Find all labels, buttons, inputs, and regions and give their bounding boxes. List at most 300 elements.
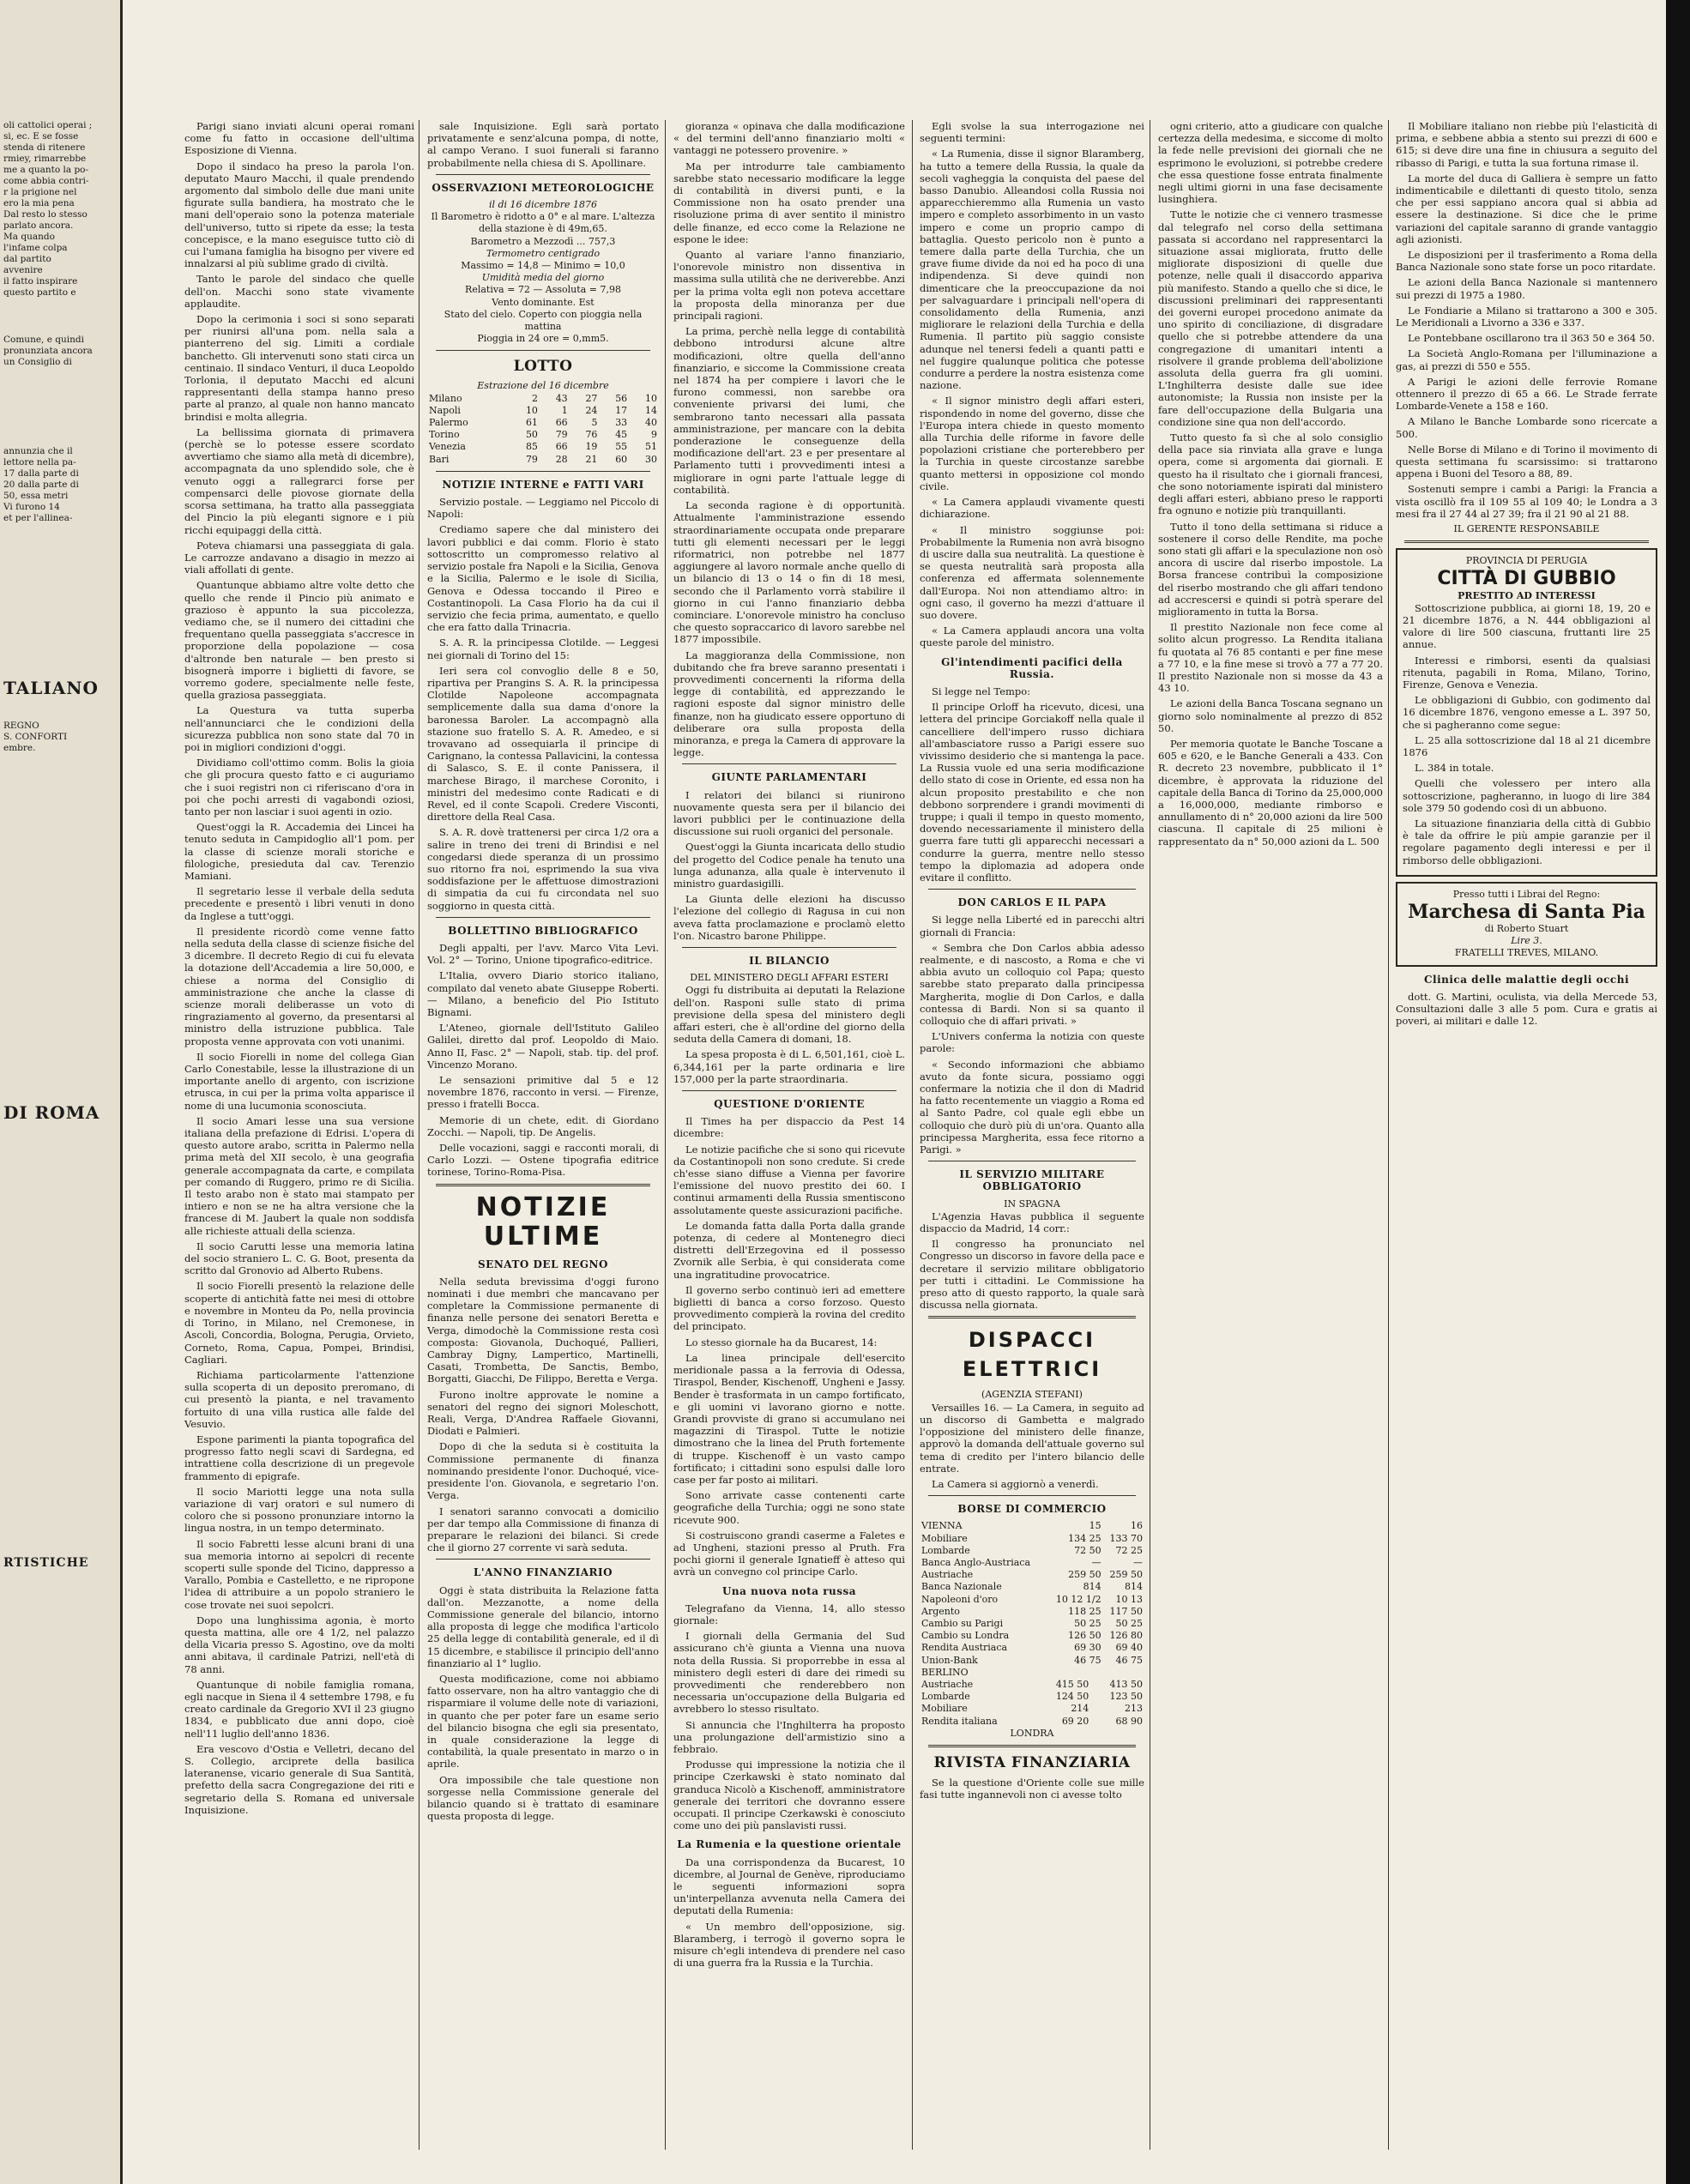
gerente-signature: IL GERENTE RESPONSABILE [1453, 523, 1600, 535]
fragment-line: il fatto inspirare [3, 276, 78, 287]
table-cell: 85 [525, 441, 538, 453]
table-cell: Napoli [429, 404, 461, 416]
bourse-row [920, 1533, 1144, 1545]
section-title-oriente: QUESTIONE D'ORIENTE [714, 1098, 865, 1111]
table-cell: 56 [615, 392, 628, 404]
paragraph: Si costruiscono grandi caserme a Faletes e ad Ungheni, stazioni presso al Pruth. Fra pochi giorni il generale Ignatieff è atteso qui avrà un convegno col principe Carlo. [673, 1529, 905, 1578]
paragraph: Telegrafano da Vienna, 14, allo stesso giornale: [673, 1602, 905, 1626]
advert-marchesa-title: Marchesa di Santa Pia [1408, 900, 1645, 923]
column-4 [920, 120, 1144, 2150]
paragraph: La morte del duca di Galliera è sempre un fatto indimenticabile e dilettanti di questo titolo, senza che per essi sappiano ancora qual si abbia ad essere la destinazione. Si dice che le prime variazioni del capitale saranno di grande vantaggio agli azionisti. [1396, 172, 1657, 245]
column-2 [427, 120, 659, 2150]
divider [436, 471, 650, 472]
section-title-bilancio: IL BILANCIO [749, 955, 830, 967]
table-cell: 413 50 [1109, 1678, 1143, 1690]
paragraph: Il segretario lesse il verbale della seduta precedente e presentò i libri venuti in dono da Inglese a tutt'oggi. [184, 885, 414, 922]
paragraph: L. 384 in totale. [1415, 762, 1494, 775]
advert-clinica-title: Clinica delle malattie degli occhi [1423, 973, 1630, 986]
paragraph: Interessi e rimborsi, esenti da qualsiasi ritenuta, pagabili in Roma, Milano, Torino, Firenze, Genova e Venezia. [1403, 654, 1651, 691]
section-title-meteo: OSSERVAZIONI METEOROLOGICHE [432, 181, 655, 194]
divider [436, 350, 650, 351]
bourse-row [920, 1691, 1144, 1703]
paragraph: Delle vocazioni, saggi e racconti morali, di Carlo Lozzi. — Ostene tipografia editrice torinese, Torino-Roma-Pisa. [427, 1142, 659, 1179]
paragraph: Dopo di che la seduta si è costituita la Commissione permanente di finanza nominando presidente l'onor. Duchoqué, vice-presidente l'on. Giovanola, e segretario l'on. Verga. [427, 1440, 659, 1502]
paragraph: gioranza « opinava che dalla modificazione « del termini dell'anno finanziario molti « vantaggi ne potessero provenire. » [673, 120, 905, 157]
bourse-row [920, 1557, 1144, 1569]
paragraph: La prima, perchè nella legge di contabilità debbono introdursi alcune altre modificazioni, oltre quella dell'anno finanziario, e siccome la Commissione creata nel 1874 ha per compiere i lavori che le furono commessi, non sarebbe ora conveniente privarsi dei lumi, che sembrarono tanto necessari alla passata amministrazione, per mancare con la debita ponderazione le conseguenze della modificazione dell'art. 23 e per presentare al Parlamento tutti i provvedimenti intesi a migliorare in ogni parte l'attuale legge di contabilità. [673, 325, 905, 496]
fragment-line: oli cattolici operai ; [3, 120, 93, 130]
fragment-artistiche-title: RTISTICHE [3, 1556, 89, 1570]
lotto-row [427, 454, 659, 466]
fragment-line: un Consiglio di [3, 357, 72, 367]
paragraph: Furono inoltre approvate le nomine a senatori del regno dei signori Moleschott, Reali, Verga, D'Andrea Raffaele Giovanni, Diodati e Palmieri. [427, 1388, 659, 1438]
table-cell: 79 [555, 429, 568, 441]
paragraph: Oggi è stata distribuita la Relazione fatta dall'on. Mezzanotte, a nome della Commissione generale del bilancio, intorno alla proposta di legge che modifica l'articolo 25 della legge di contabilità generale, ed il dì 15 dicembre, e stabilisce il principio dell'anno finanziario al 1° luglio. [427, 1584, 659, 1669]
divider [928, 1495, 1136, 1496]
paragraph: Quelli che volessero per intero alla sottoscrizione, pagheranno, in luogo di lire 384 sole 379 50 godendo così di un abbuono. [1403, 777, 1651, 814]
section-title-intendimenti: Gl'intendimenti pacifici della Russia. [941, 655, 1123, 680]
paragraph: Ora impossibile che tale questione non sorgesse nella Commissione generale del bilancio quando si è trattato di esaminare questa proposta di legge. [427, 1773, 659, 1823]
table-cell: 50 25 [1115, 1617, 1143, 1629]
paragraph: Le disposizioni per il trasferimento a Roma della Banca Nazionale sono state forse un poco ritardate. [1396, 249, 1657, 274]
section-title-lotto: LOTTO [513, 358, 573, 376]
paragraph: La linea principale dell'esercito meridionale passa a la ferrovia di Odessa, Tiraspol, Bender, Kischenoff, Ungheni e Jassy. Bender è trasformata in un campo fortificato, e gli uomini vi lavorano giorno e notte. Grandi provviste di grano si accumulano nei magazzini di Tiraspol. Tutte le notizie dimostrano che la linea del Pruth fortemente di truppe. Kischenoff è un vasto campo fortificato; i cittadini sono espulsi dalle loro case per far posto ai militari. [673, 1351, 905, 1486]
bourse-row [920, 1679, 1144, 1691]
paragraph: Sono arrivate casse contenenti carte geografiche della Turchia; oggi ne sono state ricevute 900. [673, 1489, 905, 1526]
table-cell: 117 50 [1109, 1605, 1143, 1617]
section-title-notizie-ultime: NOTIZIE ULTIME [475, 1192, 611, 1252]
meteo-line: Pioggia in 24 ore = 0,mm5. [477, 333, 609, 345]
paragraph: Richiama particolarmente l'attenzione sulla scoperta di un deposito preromano, di cui presentò la pianta, e nel travamento fortuito di una villa rustica alle falde del Vesuvio. [184, 1368, 414, 1430]
advert-gubbio-subtitle: PRESTITO AD INTERESSI [1458, 589, 1596, 601]
paragraph: Il principe Orloff ha ricevuto, dicesi, una lettera del principe Gorciakoff nella quale il cancelliere dell'impero russo dichiara all'ambasciatore russo a Parigi essere suo vivissimo desiderio che si mantenga la pace. La Russia vuole ed una seria modificazione dello stato di cose in Oriente, ed essa non ha alcun proposito prestabilito e che non debbono sorprendere i grandi movimenti di truppe; i quali il tempo in questo momento, dovendo necessariamente il ministero della guerra fare tutti gli apparecchi necessari a condurre la guerra, mentre nello stesso tempo la diplomazia ad adopera onde evitare il conflitto. [920, 701, 1144, 884]
table-cell: 27 [585, 392, 598, 404]
fragment-line: S. CONFORTI [3, 732, 68, 742]
paragraph: Sottoscrizione pubblica, ai giorni 18, 19, 20 e 21 dicembre 1876, a N. 444 obbligazioni al valore di lire 500 ciascuna, fruttanti lire 25 annue. [1403, 601, 1651, 651]
fragment-line: 20 dalla parte di [3, 480, 79, 490]
bourse-row [920, 1630, 1144, 1642]
fragment-line: ero la mia pena [3, 198, 75, 208]
lotto-row [427, 405, 659, 417]
fragment-line: REGNO [3, 721, 39, 731]
table-cell: 259 50 [1068, 1569, 1102, 1581]
advert-marchesa [1396, 882, 1657, 967]
table-cell: 79 [525, 453, 538, 465]
paragraph: La maggioranza della Commissione, non dubitando che fra breve saranno presentati i provvedimenti concernenti la riforma della legge di contabilità, ed apprezzando le ragioni esposte dal signor ministro delle finanze, non ha giudicato essere opportuno di deliberare ora sulla proposta della minoranza, e prega la Camera di approvare la legge. [673, 649, 905, 759]
fragment-line: Dal resto lo stesso [3, 209, 88, 220]
paragraph: L'Italia, ovvero Diario storico italiano, compilato dal veneto abate Giuseppe Roberti. — Milano, a beneficio del Pio Istituto Bignami. [427, 969, 659, 1018]
paragraph: « La Camera applaudi vivamente questi dichiarazione. [920, 496, 1144, 521]
paragraph: « Un membro dell'opposizione, sig. Blaramberg, i terrogò il governo sopra le misure ch'egli intendeva di prendere nel caso di una guerra fra la Russia e la Turchia. [673, 1920, 905, 1970]
paragraph: Ma per introdurre tale cambiamento sarebbe stato necessario modificare la legge di contabilità in diversi punti, e la Commissione non ha osato prender una risoluzione prima di aver sentito il ministro delle finanze, ed ecco come la Relazione ne espone le idee: [673, 160, 905, 245]
lotto-row [427, 393, 659, 405]
bourse-city-londra: LONDRA [1010, 1727, 1054, 1739]
table-cell: 40 [645, 417, 657, 429]
paragraph: Tutto questo fa sì che al solo consiglio della pace sia rinviata alla grave e lunga opera, come si argomenta dai giornali. E questo ha il risultato che i giornali francesi, che sono notoriamente ispirati dal ministero degli affari esteri, abbiano preso le rapporti fra ognuno e notizie più tranquillanti. [1158, 431, 1383, 517]
fragment-line: rmiey, rimarrebbe [3, 154, 87, 164]
section-title-borse: BORSE DI COMMERCIO [957, 1503, 1107, 1516]
divider [928, 889, 1136, 890]
paragraph: Nelle Borse di Milano e di Torino il movimento di questa settimana fu scarsissimo: si trattarono appena i Buoni del Tesoro a 88, 89. [1396, 443, 1657, 480]
table-cell: 17 [615, 404, 628, 416]
paragraph: Dopo il sindaco ha preso la parola l'on. deputato Mauro Macchi, il quale prendendo argomento dal simbolo delle due mani unite figurate sulla bandiera, ha mostrato che le mani dell'operaio sono la potenza materiale dell'universo, tutto si ripete da esse; la testa concepisce, e la mano eseguisce tutto ciò di cui l'umana famiglia ha bisogno per vivere ed innalzarsi al più sublime grado di civiltà. [184, 160, 414, 270]
paragraph: Ieri sera col convoglio delle 8 e 50, ripartiva per Prangins S. A. R. la principessa Clotilde Napoleone accompagnata semplicemente dalla sua dama d'onore la baronessa Baroler. La accompagnò alla stazione suo fratello S. A. R. Amedeo, e si trovavano ad ossequiarla il principe di Carignano, la contessa Pallavicini, la contessa di Salasco, S. E. il conte Panissera, il marchese Birago, il marchese Coronito, i ministri del medesimo conte Radicati e di Revel, ed il conte Scapoli. Credere Visconti, direttore della Real Casa. [427, 664, 659, 824]
advert-marchesa-author: di Roberto Stuart [1484, 922, 1569, 934]
paragraph: Si legge nella Liberté ed in parecchi altri giornali di Francia: [920, 914, 1144, 938]
section-title-senato: SENATO DEL REGNO [478, 1258, 608, 1270]
meteo-line: Relativa = 72 — Assoluta = 7,98 [465, 284, 621, 296]
meteo-line: Vento dominante. Est [492, 296, 595, 308]
servizio-subtitle: IN SPAGNA [1004, 1198, 1060, 1210]
paragraph: Le obbligazioni di Gubbio, con godimento dal 16 dicembre 1876, vengono emesse a L. 397 50, che si pagheranno come segue: [1403, 694, 1651, 731]
table-cell: Bari [429, 453, 450, 465]
paragraph: I relatori dei bilanci si riunirono nuovamente questa sera per il bilancio dei lavori pubblici per le continuazione della discussione sui ruoli organici del personale. [673, 788, 905, 838]
column-5 [1158, 120, 1383, 2150]
paragraph: « Il ministro soggiunse poi: Probabilmente la Rumenia non avrà bisogno di uscire dalla sua neutralità. La questione è se questa neutralità sarà proposta alla conferenza ed affermata solennemente dall'Europa. Noi non attendiamo altro: in ogni caso, il governo ha mezzi d'attuare il suo dovere. [920, 523, 1144, 621]
paragraph: Dividiamo coll'ottimo comm. Bolis la gioia che gli procura questo fatto e ci auguriamo che i suoi registri non ci riferiscano d'ora in poi che pochi arresti di vagabondi oziosi, tanto per non lasciar i suoi agenti in ozio. [184, 757, 414, 817]
paragraph: ogni criterio, atto a giudicare con qualche certezza della medesima, e siccome di molto la fede nelle previsioni dei giornali che ne esprimono le evoluzioni, si potrebbe credere che essa questione fosse entrata finalmente negli ultimi giorni in una fase decisamente lusinghiera. [1158, 120, 1383, 206]
bourse-row [920, 1606, 1144, 1618]
bourse-row [920, 1581, 1144, 1593]
fragment-line: et per l'allinea- [3, 513, 73, 523]
paragraph: Le azioni della Banca Nazionale si mantennero sui prezzi di 1975 a 1980. [1396, 276, 1657, 301]
paragraph: I senatori saranno convocati a domicilio per dar tempo alla Commissione di finanza di preparare le relazioni dei bilanci. Si crede che il giorno 27 corrente vi sarà seduta. [427, 1505, 659, 1554]
table-cell: 50 [525, 429, 538, 441]
paragraph: I giornali della Germania del Sud assicurano ch'è giunta a Vienna una nuova nota della Russia. Si proporrebbe in essa al ministero degli esteri di dare dei rimedi su provvedimenti che renderebbero non necessaria un'occupazione della Bulgaria ed avrebbero lo stesso risultato. [673, 1630, 905, 1716]
lotto-row [427, 417, 659, 429]
paragraph: La Questura va tutta superba nell'annunciarci che le condizioni della sicurezza pubblica non sono state dal 70 in poi in migliori condizioni d'oggi. [184, 704, 414, 753]
lotto-table [427, 393, 659, 466]
paragraph: L'Univers conferma la notizia con queste parole: [920, 1030, 1144, 1055]
table-cell: 123 50 [1109, 1691, 1143, 1703]
table-cell: 5 [591, 417, 598, 429]
advert-provincia: PROVINCIA DI PERUGIA [1465, 555, 1588, 567]
table-cell: 19 [585, 441, 598, 453]
fragment-line: pronunziata ancora [3, 346, 93, 356]
paragraph: Lo stesso giornale ha da Bucarest, 14: [685, 1336, 878, 1348]
paragraph: L'Agenzia Havas pubblica il seguente dispaccio da Madrid, 14 corr.: [920, 1210, 1144, 1235]
table-cell: 214 [1071, 1703, 1089, 1715]
fragment-line: lettore nella pa- [3, 457, 76, 468]
fragment-line: Comune, e quindi [3, 335, 84, 345]
meteo-line: Massimo = 14,8 — Minimo = 10,0 [461, 260, 625, 272]
paragraph: Il socio Fiorelli presentò la relazione delle scoperte di antichità fatte nei mesi di ottobre e novembre in Monteu da Po, nella provincia di Torino, in Milano, nel Cremonese, in Ascoli, Concordia, Bologna, Perugia, Orvieto, Corneto, Roma, Capua, Pompei, Brindisi, Cagliari. [184, 1280, 414, 1366]
paragraph: Servizio postale. — Leggiamo nel Piccolo di Napoli: [427, 496, 659, 521]
table-cell: 10 [645, 392, 657, 404]
section-title-giunte: GIUNTE PARLAMENTARI [711, 771, 867, 784]
paragraph: Il governo serbo continuò ieri ad emettere biglietti di banca a corso forzoso. Questo provvedimento compierà la rovina del credito del principato. [673, 1283, 905, 1333]
bourse-col-header: 15 [1089, 1520, 1102, 1532]
table-cell: Lombarde [921, 1544, 970, 1556]
table-cell: 24 [585, 404, 598, 416]
fragment-line: dal partito [3, 254, 51, 264]
paragraph: « La Camera applaudi ancora una volta queste parole del ministro. [920, 624, 1144, 649]
advert-marchesa-publisher: FRATELLI TREVES, MILANO. [1454, 947, 1599, 959]
paragraph: Tanto le parole del sindaco che quelle dell'on. Macchi sono state vivamente applaudite. [184, 273, 414, 310]
paragraph: Si annuncia che l'Inghilterra ha proposto una prolungazione dell'armistizio sino a febbraio. [673, 1718, 905, 1755]
paragraph: Se la questione d'Oriente colle sue mille fasi tutte ingannevoli non ci avesse tolto [920, 1776, 1144, 1801]
table-cell: Venezia [429, 441, 466, 453]
paragraph: La Società Anglo-Romana per l'illuminazione a gas, ai prezzi di 550 e 555. [1396, 347, 1657, 372]
divider [1404, 540, 1649, 543]
fragment-line: stenda di ritenere [3, 142, 86, 153]
paragraph: Dopo la cerimonia i soci si sono separati per riunirsi all'una pom. nella sala a pianterreno del sig. Limiti a cordiale banchetto. Gli intervenuti sono stati circa un centinaio. Il sindaco Venturi, il duca Leopoldo Torlonia, il deputato Macchi ed alcuni rappresentanti della stampa hanno preso parte al pranzo, al quale non hanno mancato brindisi e molta allegria. [184, 313, 414, 423]
table-cell: 28 [555, 453, 568, 465]
paragraph: Le domanda fatta dalla Porta dalla grande potenza, di cedere al Montenegro dieci distretti dell'Erzegovina ed il possesso Zvornik alle Serbia, è qui considerata come una ingratitudine provocatrice. [673, 1219, 905, 1281]
table-cell: 126 50 [1068, 1630, 1102, 1642]
table-cell: 259 50 [1109, 1569, 1143, 1581]
paragraph: L'Ateneo, giornale dell'Istituto Galileo Galilei, diretto dal prof. Leopoldo di Maio. Anno II, Fasc. 2° — Napoli, stab. tip. del prof. Vincenzo Morano. [427, 1022, 659, 1071]
meteo-line: Il Barometro è ridotto a 0° e al mare. L'altezza della stazione è di 49m,65. [431, 211, 655, 235]
paragraph: Per memoria quotate le Banche Toscane a 605 e 620, e le Banche Generali a 433. Con R. decreto 23 novembre, pubblicato il 1° dicembre, è approvata la riduzione del capitale della Banca di Torino da 25,000,000 a 16,000,000, mediante rimborso e annullamento di n° 20,000 azioni da lire 500 ciascuna. Il capitale di 25 milioni è rappresentato da n° 50,000 azioni da L. 500 [1158, 737, 1383, 848]
table-cell: Austriache [921, 1678, 974, 1690]
table-cell: Austriache [921, 1569, 974, 1581]
paragraph: Il presidente ricordò come venne fatto nella seduta della classe di scienze fisiche del 3 dicembre. Il decreto Regio di cui fu elevata la dotazione dell'Accademia a lire 50,000, e chiese a norma del Consiglio di amministrazione che anche la classe di scienze morali deliberasse un voto di ringraziamento al governo, da presentarsi al ministro della istruzione pubblica. Tale proposta venne approvata con voti unanimi. [184, 925, 414, 1047]
advert-marchesa-price: Lire 3. [1511, 935, 1542, 947]
fragment-line: 17 dalla parte di [3, 468, 79, 479]
divider [682, 1090, 896, 1091]
table-cell: 2 [531, 392, 538, 404]
fragment-line: me a quanto la po- [3, 165, 89, 175]
table-cell: 10 12 1/2 [1055, 1593, 1102, 1605]
fragment-line: questo partito e [3, 287, 76, 298]
paragraph: A Milano le Banche Lombarde sono ricercate a 500. [1396, 415, 1657, 440]
bourse-city: BERLINO [921, 1666, 969, 1678]
paragraph: « Sembra che Don Carlos abbia adesso realmente, e di nascosto, a Roma e che vi abbia avuto un colloquio col Papa; questo sarebbe stato preparato dalla principessa Margherita, moglie di Don Carlos, e dalla contessa di Bardi. Non si sa quanto il colloquio che di affari privati. » [920, 941, 1144, 1028]
table-cell: 33 [615, 417, 628, 429]
bourse-row [920, 1703, 1144, 1715]
paragraph: La bellissima giornata di primavera (perchè se lo potesse essere scordato avvertiamo che siamo alla metà di dicembre), accompagnata da uno splendido sole, che è venuto oggi a rallegrarci forse per compensarci delle piovose giornate della scorsa settimana, ha tratto alla passeggiata del Pincio la più eleganti signore e i più ricchi equipaggi della città. [184, 425, 414, 536]
table-cell: 14 [645, 404, 657, 416]
section-title-notizie: NOTIZIE INTERNE e FATTI VARI [442, 478, 644, 491]
paragraph: Il Times ha per dispaccio da Pest 14 dicembre: [673, 1115, 905, 1140]
table-cell: 814 [1125, 1581, 1143, 1593]
lotto-subtitle: Estrazione del 16 dicembre [477, 380, 609, 392]
table-cell: 133 70 [1109, 1532, 1143, 1544]
table-cell: 55 [615, 441, 628, 453]
table-cell: 46 75 [1115, 1654, 1143, 1666]
paragraph: Le Fondiarie a Milano si trattarono a 300 e 305. Le Meridionali a Livorno a 336 e 337. [1396, 304, 1657, 329]
paragraph: Degli appalti, per l'avv. Marco Vita Levi. Vol. 2° — Torino, Unione tipografico-editrice. [427, 941, 659, 967]
table-cell: Milano [429, 392, 462, 404]
paragraph: « Il signor ministro degli affari esteri, rispondendo in nome del governo, disse che l'Europa intera chiede in questo momento alla Turchia delle riforme in favore delle popolazioni cristiane che porterebbero per la Turchia in queste circostanze sarebbe quanto mettersi in opposizione col mondo civile. [920, 395, 1144, 492]
table-cell: 124 50 [1055, 1691, 1089, 1703]
table-cell: Rendita Austriaca [921, 1642, 1008, 1654]
paragraph: Il socio Carutti lesse una memoria latina del socio straniero L. C. G. Boot, presenta da scritto dal Gronovio ad Alberto Rubens. [184, 1240, 414, 1277]
fragment-line: r la prigione nel [3, 187, 77, 197]
fragment-regno [3, 721, 115, 754]
dispacci-subtitle: (AGENZIA STEFANI) [981, 1389, 1083, 1401]
table-cell: 51 [645, 441, 657, 453]
paragraph: S. A. R. la principessa Clotilde. — Leggesi nei giornali di Torino del 15: [427, 636, 659, 661]
lotto-row [427, 441, 659, 453]
divider [436, 1184, 650, 1186]
paragraph: « Secondo informazioni che abbiamo avuto da fonte sicura, possiamo oggi confermare la notizia che il don di Madrid ha fatto recentemente un viaggio a Roma ed al Santo Padre, col quale egli ebbe un colloquio che durò più di un'ora. Quanto alla principessa Margherita, essa fece ritorno a Parigi. » [920, 1058, 1144, 1156]
paragraph: Il prestito Nazionale non fece come al solito alcun progresso. La Rendita italiana fu quotata al 76 85 contanti e per fine mese a 77 10, e la fine mese si trovò a 77 a 77 20. Il prestito Nazionale non si mosse da 43 a 43 10. [1158, 621, 1383, 695]
fragment-roma-title: DI ROMA [3, 1102, 100, 1123]
paragraph: La situazione finanziaria della città di Gubbio è tale da offrire le più ampie garanzie per il regolare pagamento degli interessi e per il rimborso delle obbligazioni. [1403, 817, 1651, 866]
table-cell: 72 25 [1115, 1544, 1143, 1556]
table-cell: 126 80 [1109, 1630, 1143, 1642]
meteo-line: Termometro centigrado [486, 247, 601, 259]
paragraph: Poteva chiamarsi una passeggiata di gala. Le carrozze andavano a disagio in mezzo ai viali affollati di gente. [184, 539, 414, 576]
table-cell: 118 25 [1068, 1605, 1102, 1617]
paragraph: Le Pontebbane oscillarono tra il 363 50 e 364 50. [1408, 332, 1656, 345]
table-cell: Mobiliare [921, 1532, 968, 1544]
fragment-top-text [3, 120, 115, 299]
paragraph: Memorie di un chete, edit. di Giordano Zocchi. — Napoli, tip. De Angelis. [427, 1113, 659, 1138]
paragraph: Nella seduta brevissima d'oggi furono nominati i due membri che mancavano per completare la Commissione permanente di finanza nelle persone dei senatori Beretta e Verga, dimodochè la Commissione resta così composta: Giovanola, Duchoqué, Pallieri, Cambray Digny, Lampertico, Martinelli, Casati, Trombetta, De Sanctis, Bembo, Borgatti, Giacchi, De Filippo, Beretta e Verga. [427, 1275, 659, 1385]
table-cell: 30 [645, 453, 657, 465]
column-rule [1388, 120, 1389, 2150]
paragraph: Tutto il tono della settimana si riduce a sostenere il corso delle Rendite, ma poche sono stati gli affari e la speculazione non osò ancora di uscire dal riserbo impostole. La Borsa francese contribuì la composizione del riserbo mostrando che gli affari tendono ad accrescersi e quindi si potrà sperare del miglioramento in tutta la Borsa. [1158, 520, 1383, 618]
paragraph: Le sensazioni primitive dal 5 e 12 novembre 1876, racconto in versi. — Firenze, presso i fratelli Bocca. [427, 1074, 659, 1111]
paragraph: A Parigi le azioni delle ferrovie Romane ottennero il prezzo di 65 a 66. Le Strade ferrate Lombarde-Venete a 158 e 160. [1396, 375, 1657, 413]
bilancio-subtitle: DEL MINISTERO DEGLI AFFARI ESTERI [690, 972, 889, 984]
fragment-line: Vi furono 14 [3, 502, 60, 512]
meteo-line: Stato del cielo. Coperto con pioggia nella mattina [444, 308, 643, 333]
table-cell: 9 [651, 429, 657, 441]
fragment-middle [3, 446, 115, 524]
table-cell: — [1091, 1556, 1102, 1568]
fragment-line: come abbia contri- [3, 176, 89, 186]
bourse-row [920, 1655, 1144, 1667]
previous-page-fragment [0, 0, 123, 2184]
table-cell: 43 [555, 392, 568, 404]
column-6 [1396, 120, 1657, 2150]
bourse-col-header: 16 [1131, 1520, 1143, 1532]
divider [928, 1745, 1136, 1747]
table-cell: Union-Bank [921, 1654, 978, 1666]
fragment-line: Ma quando [3, 232, 55, 242]
paragraph: Questa modificazione, come noi abbiamo fatto osservare, non ha altro vantaggio che di risparmiare il volume delle note di variazioni, in quanto che per poter fare un esame serio del bilancio bisogna che egli sia presentato, in quale considerazione la legge di contabilità, la quale presentato in marzo o in aprile. [427, 1672, 659, 1771]
bourse-row [920, 1716, 1144, 1728]
bourse-row [920, 1642, 1144, 1654]
bourse-row [920, 1545, 1144, 1557]
paragraph: S. A. R. dovè trattenersi per circa 1/2 ora a salire in treno dei treni di Brindisi e nel congedarsi diede speranza di un prossimo suo ritorno fra noi, esprimendo la sua viva soddisfazione per le affettuose dimostrazioni di simpatia da cui fu circondata nel suo soggiorno in questa città. [427, 826, 659, 912]
table-cell: 45 [615, 429, 628, 441]
table-cell: 69 30 [1074, 1642, 1102, 1654]
table-cell: 76 [585, 429, 598, 441]
paragraph: La Giunta delle elezioni ha discusso l'elezione del collegio di Ragusa in cui non aveva fatta proclamazione e proclamò eletto l'on. Nicastro barone Philippe. [673, 893, 905, 942]
fragment-line: embre. [3, 743, 36, 753]
table-cell: 68 90 [1115, 1715, 1143, 1727]
table-cell: Banca Anglo-Austriaca [921, 1556, 1031, 1568]
table-cell: Lombarde [921, 1691, 970, 1703]
paragraph: Quest'oggi la R. Accademia dei Lincei ha tenuto seduta in Campidoglio all'1 pom. per la classe di scienze morali storiche e filologiche, presieduta dal cav. Terenzio Mamiani. [184, 821, 414, 882]
paragraph: sale Inquisizione. Egli sarà portato privatamente e senz'alcuna pompa, di notte, al campo Verano. I suoi funerali si faranno probabilmente nella chiesa di S. Apollinare. [427, 120, 659, 169]
table-cell: 1 [561, 404, 568, 416]
table-cell: 60 [615, 453, 628, 465]
section-title-bollettino: BOLLETTINO BIBLIOGRAFICO [448, 924, 638, 937]
meteo-date: il di 16 dicembre 1876 [488, 199, 598, 211]
paragraph: Tutte le notizie che ci vennero trasmesse dal telegrafo nel corso della settimana passata si accordano nel rappresentarci la situazione assai migliorata, frutto delle migliorate disposizioni di quelle due potenze, nelle quali il disaccordo appariva più manifesto. Stando a quello che si dice, le discussioni preliminari dei rappresentanti dei governi europei procedono animate da uno spirito di conciliazione, di disgradare quello che si potrebbe attendere da una congregazione di umanitari intenti a risolvere il grande problema dell'abolizione assoluta della guerra fra gli uomini. L'Inghilterra desiste dalle sue idee autonomiste; la Russia non insiste per la fare dell'occupazione della Bulgaria una condizione sine qua non dell'accordo. [1158, 208, 1383, 428]
paragraph: Il congresso ha pronunciato nel Congresso un discorso in favore della pace e decretare il servizio militare obbligatorio per tutti i cittadini. Le Commissione ha preso atto di questo rapporto, la quale sarà discussa nella giornata. [920, 1238, 1144, 1312]
paragraph: Il socio Mariotti legge una nota sulla variazione di varj oratori e sul numero di coloro che si possono pronunziare intorno la lingua nostra, in un tempo determinato. [184, 1485, 414, 1535]
paragraph: Le notizie pacifiche che si sono qui ricevute da Costantinopoli non sono credute. Si crede ch'esse siano diffuse a Vienna per favorire l'emissione del nuovo prestito dei 60. I continui armamenti della Russia smentiscono assolutamente queste assicurazioni pacifiche. [673, 1143, 905, 1216]
table-cell: 72 50 [1074, 1544, 1102, 1556]
lotto-row [427, 429, 659, 441]
table-cell: Rendita italiana [921, 1715, 998, 1727]
table-cell: 814 [1083, 1581, 1102, 1593]
paragraph: Crediamo sapere che dal ministero dei lavori pubblici e dai comm. Florio è stato sottoscritto un compromesso relativo al servizio postale fra Napoli e la Sicilia, Genova e la Sicilia, Palermo e le isole di Sicilia, Genova e Odessa toccando il Pireo e Costantinopoli. La Casa Florio ha da cui il servizio che fecia prima, aumentato, e quello che era fatto dalla Trinacria. [427, 523, 659, 634]
bourse-row [920, 1618, 1144, 1630]
table-cell: 61 [525, 417, 538, 429]
paragraph: L. 25 alla sottoscrizione dal 18 al 21 dicembre 1876 [1403, 733, 1651, 758]
paragraph: La spesa proposta è di L. 6,501,161, cioè L. 6,344,161 per la parte ordinaria e lire 157,000 per la parte straordinaria. [673, 1048, 905, 1085]
paragraph: Le azioni della Banca Toscana segnano un giorno solo nominalmente al prezzo di 852 50. [1158, 697, 1383, 734]
paragraph: dott. G. Martini, oculista, via della Mercede 53, Consultazioni dalle 3 alle 5 pom. Cura e gratis ai poveri, ai militari e dalle 12. [1396, 990, 1657, 1028]
divider [436, 174, 650, 175]
table-cell: Cambio su Londra [921, 1630, 1010, 1642]
paragraph: Il socio Fabretti lesse alcuni brani di una sua memoria intorno ai sepolcri di recente scoperti sulle sponde del Ticino, dappresso a Varallo, Pombia e Castelletto, e ne ripropone l'idea di attribuire a un popolo straniero le cose trovate nei suoi sepolcri. [184, 1537, 414, 1611]
section-title-dispacci: DISPACCI ELETTRICI [962, 1328, 1102, 1382]
fragment-italiano-title: TALIANO [3, 678, 99, 698]
paragraph: Versailles 16. — La Camera, in seguito ad un discorso di Gambetta e malgrado l'opposizione del ministero delle finanze, approvò la domanda dell'attuale governo sul tema di credito per l'intero bilancio delle entrate. [920, 1401, 1144, 1475]
column-rule [665, 120, 666, 2150]
paragraph: Parigi siano inviati alcuni operai romani come fu fatto in occasione dell'ultima Esposizione di Vienna. [184, 120, 414, 157]
table-cell: 134 25 [1068, 1532, 1102, 1544]
table-cell: 66 [555, 417, 568, 429]
divider [436, 917, 650, 918]
table-cell: 69 40 [1115, 1642, 1143, 1654]
meteo-line: Barometro a Mezzodì ... 757,3 [470, 235, 616, 247]
table-cell: 213 [1125, 1703, 1143, 1715]
column-rule [912, 120, 913, 2150]
fragment-line: annunzia che il [3, 446, 73, 456]
fragment-comune [3, 335, 115, 368]
paragraph: Egli svolse la sua interrogazione nei seguenti termini: [920, 120, 1144, 145]
paragraph: Sostenuti sempre i cambi a Parigi: la Francia a vista oscillò fra il 109 55 al 109 40; le Londra a 3 mesi fra il 27 44 al 27 39; fra il 21 90 al 21 88. [1396, 483, 1657, 520]
section-title-servizio: IL SERVIZIO MILITARE OBBLIGATORIO [959, 1168, 1105, 1193]
paragraph: Da una corrispondenza da Bucarest, 10 dicembre, al Journal de Genève, riproduciamo le seguenti informazioni sopra un'interpellanza avvenuta nella Camera dei deputati della Rumenia: [673, 1855, 905, 1917]
advert-gubbio [1396, 548, 1657, 876]
table-cell: — [1133, 1556, 1143, 1568]
paragraph: Il Mobiliare italiano non riebbe più l'elasticità di prima, e sebbene abbia a stento sui prezzi di 600 e 615; si deve dire una fine in chiusura a seguito del ribasso di Parigi, e tutta la sua fortuna rimase il. [1396, 120, 1657, 169]
table-cell: 21 [585, 453, 598, 465]
fragment-line: parlato ancora. [3, 220, 74, 231]
paragraph: Quest'oggi la Giunta incaricata dello studio del progetto del Codice penale ha tenuto una lunga adunanza, alla quale è intervenuto il ministro guardasigilli. [673, 841, 905, 890]
fragment-line: 50, essa metri [3, 491, 69, 501]
bourse-city: VIENNA [921, 1520, 963, 1532]
table-cell: 46 75 [1074, 1654, 1102, 1666]
table-cell: 10 13 [1115, 1593, 1143, 1605]
table-cell: 50 25 [1074, 1617, 1102, 1629]
column-1 [184, 120, 414, 2150]
paragraph: Dopo una lunghissima agonia, è morto questa mattina, alle ore 4 1/2, nel palazzo della Vicaria presso S. Agostino, ove da molti anni abitava, il cardinale Patrizi, nell'età di 78 anni. [184, 1614, 414, 1675]
fragment-line: avvenire [3, 265, 43, 275]
divider [436, 1559, 650, 1560]
section-title-nota-russa: Una nuova nota russa [721, 1584, 857, 1597]
table-cell: Torino [429, 429, 460, 441]
paragraph: Quantunque di nobile famiglia romana, egli nacque in Siena il 4 settembre 1798, e fu creato cardinale da Gregorio XVI il 23 giugno 1834, e pubblicato due anni dopo, cioè nell'11 luglio dell'anno 1836. [184, 1678, 414, 1740]
section-title-rivista: RIVISTA FINANZIARIA [933, 1753, 1131, 1771]
table-cell: 10 [525, 404, 538, 416]
table-cell: 415 50 [1055, 1678, 1089, 1690]
advert-presso: Presso tutti i Librai del Regno: [1452, 888, 1601, 900]
bourse-row [920, 1569, 1144, 1581]
paragraph: Quanto al variare l'anno finanziario, l'onorevole ministro non dissentiva in massima sulla utilità che ne deriverebbe. Anzi per la prima volta egli non poteva accettare la proposta della minoranza per due principali ragioni. [673, 249, 905, 323]
paragraph: Quantunque abbiamo altre volte detto che quello che rende il Pincio più animato e grazioso è appunto la sua piccolezza, vediamo che, se il numero dei cittadini che frequentano quella passeggiata s'accresce in proporzione della popolazione — cosa d'altronde ben naturale — ben presto si bisognerà imporre i biglietti di favore, se vorremo godere, specialmente nelle feste, quella graziosa passeggiata. [184, 579, 414, 702]
section-title-rumenia: La Rumenia e la questione orientale [677, 1838, 902, 1851]
bourse-table-vienna [920, 1520, 1144, 1666]
bourse-table-berlino [920, 1667, 1144, 1728]
column-3 [673, 120, 905, 2150]
paragraph: Era vescovo d'Ostia e Velletri, decano del S. Collegio, arciprete della basilica lateranense, vicario generale di Sua Santità, prefetto della sacra Congregazione dei riti e segretario della S. Romana ed universale Inquisizione. [184, 1742, 414, 1816]
bourse-row [920, 1594, 1144, 1606]
section-title-anno-finanziario: L'ANNO FINANZIARIO [473, 1566, 613, 1579]
paragraph: La seconda ragione è di opportunità. Attualmente l'amministrazione essendo straordinariamente occupata onde preparare tutti gli elementi necessari per le leggi riformatrici, non potrebbe nel 1877 aggiungere al lavoro normale anche quello di un bilancio di 13 o 14 o fin di 18 mesi, secondo che il Parlamento vorrà stabilire il giorno in cui l'anno finanziario debba cominciare. L'onorevole ministro ha concluso che questo sopraccarico di lavoro sarebbe nel 1877 impossibile. [673, 499, 905, 646]
